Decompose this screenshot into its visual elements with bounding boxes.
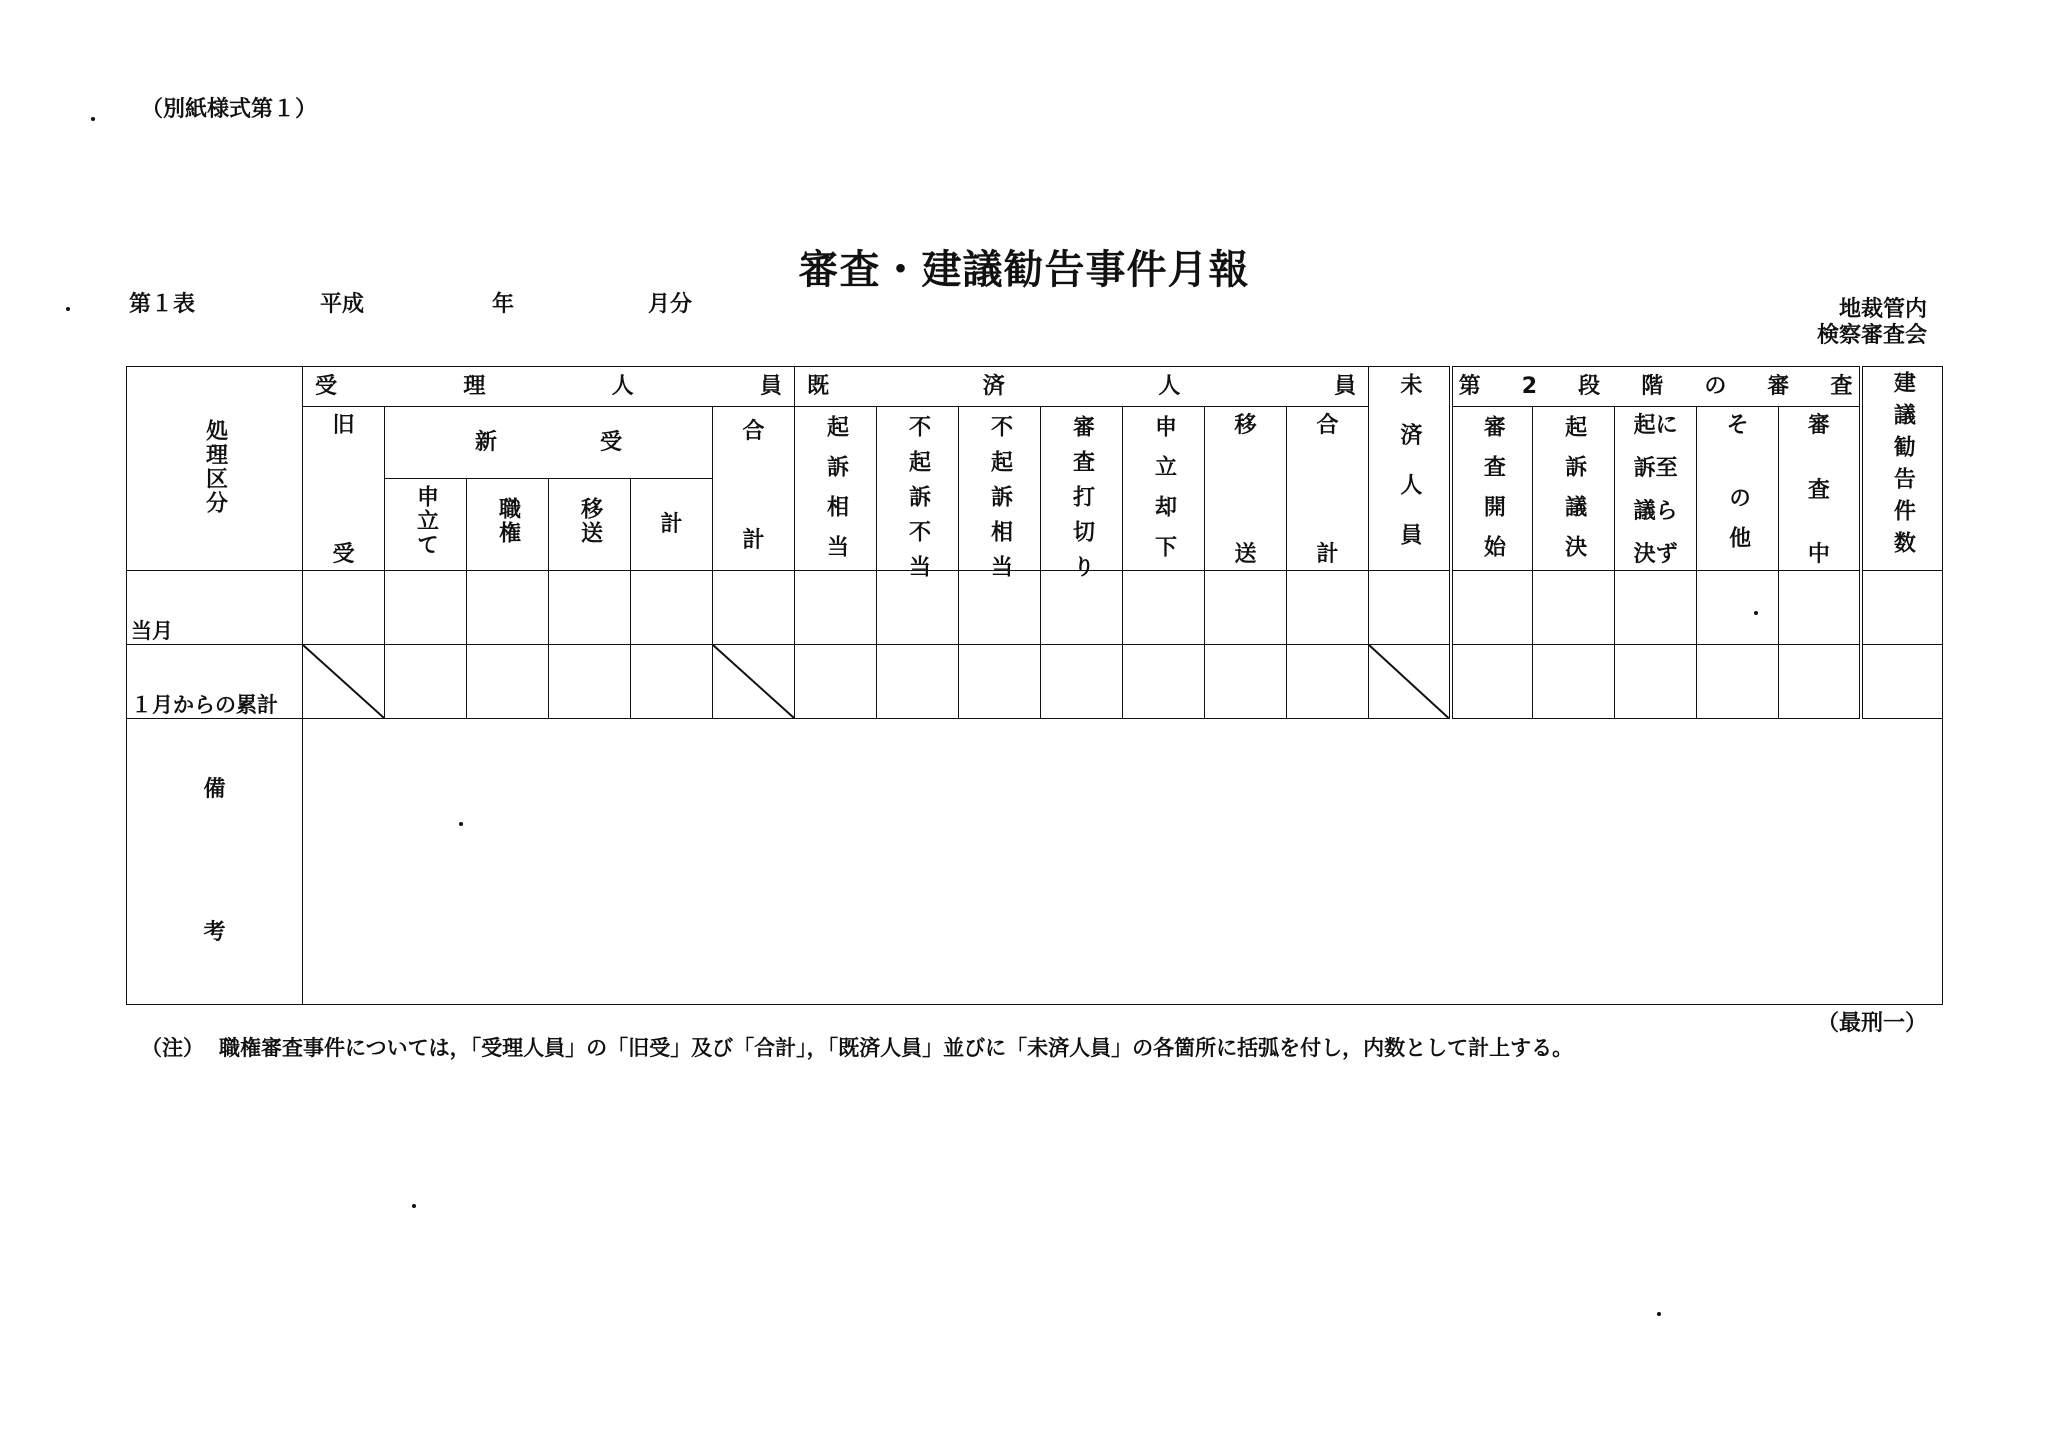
month-label: 月分: [648, 292, 693, 317]
disposed-total-bottom: 計: [1316, 542, 1339, 567]
stage2-group-header: [1451, 367, 1861, 407]
data-cell[interactable]: [1041, 571, 1123, 645]
prosecution-resolution-label: 起訴議決: [1561, 415, 1587, 575]
data-cell[interactable]: [1123, 645, 1205, 719]
remarks-char: 備: [203, 777, 226, 803]
stage2-char: 段: [1578, 373, 1601, 399]
review-terminated-label: 審査打切り: [1069, 415, 1095, 590]
data-cell[interactable]: [1451, 571, 1533, 645]
data-cell[interactable]: [1533, 645, 1615, 719]
non-prosecution-appropriate-label: 不起訴相当: [987, 415, 1013, 590]
disposed-char: 既: [807, 373, 830, 399]
other-top: そ: [1726, 413, 1749, 438]
data-cell[interactable]: [1779, 571, 1861, 645]
non-prosecution-improper-label: 不起訴不当: [905, 415, 931, 590]
scan-speck: [459, 822, 463, 826]
disposed-char: 人: [1158, 373, 1181, 399]
col-disposed-transfer: [1205, 407, 1287, 571]
era-label: 平成: [320, 292, 365, 317]
form-label: （別紙様式第１）: [141, 97, 318, 122]
row-label-cell: [127, 645, 303, 719]
row-label-cell: [127, 571, 303, 645]
year-label: 年: [492, 292, 515, 317]
data-cell[interactable]: [959, 571, 1041, 645]
diagonal-slash-icon: [303, 645, 384, 718]
data-cell[interactable]: [631, 645, 713, 719]
recommendation-header: [1861, 367, 1943, 571]
data-cell[interactable]: [1041, 645, 1123, 719]
stage2-char: の: [1704, 373, 1727, 399]
crossed-out-cell: [303, 645, 385, 719]
remarks-area[interactable]: [303, 719, 1943, 1005]
court-jurisdiction-label: 地裁管内: [1838, 297, 1927, 322]
data-cell[interactable]: [1533, 571, 1615, 645]
table-row: [127, 645, 1943, 719]
other-bottom: の他: [1725, 486, 1751, 566]
col-other: [1697, 407, 1779, 571]
committee-label: 検察審査会: [1816, 323, 1927, 348]
received-total-bottom: 計: [742, 528, 765, 553]
pending-label: 未済人員: [1396, 373, 1422, 573]
scan-speck: [1754, 611, 1758, 615]
data-cell[interactable]: [1697, 571, 1779, 645]
data-cell[interactable]: [877, 645, 959, 719]
no-resolution-line: 訴至: [1633, 456, 1678, 481]
cumulative-label: １月からの累計: [131, 693, 278, 717]
data-cell[interactable]: [1287, 571, 1369, 645]
table-row: [127, 571, 1943, 645]
scan-speck: [412, 1204, 416, 1208]
col-review-started: [1451, 407, 1533, 575]
ex-officio-label: 職権: [495, 497, 521, 545]
received-char: 受: [315, 373, 338, 399]
footnote: [141, 1032, 1573, 1062]
data-cell[interactable]: [959, 645, 1041, 719]
no-resolution-line: 起に: [1633, 413, 1678, 438]
category-code: （最刑一）: [1816, 1011, 1927, 1036]
remarks-char: 考: [203, 919, 226, 945]
footnote-label: （注）: [141, 1036, 204, 1060]
table-number: 第１表: [129, 292, 196, 317]
col-no-resolution: [1615, 407, 1697, 571]
stage2-char: 審: [1767, 373, 1790, 399]
new-received-char: 受: [599, 429, 622, 455]
data-cell[interactable]: [1123, 571, 1205, 645]
scan-speck: [1657, 1312, 1661, 1316]
crossed-out-cell: [713, 645, 795, 719]
data-cell[interactable]: [1369, 571, 1451, 645]
new-received-char: 新: [475, 429, 498, 455]
diagonal-slash-icon: [713, 645, 794, 718]
received-group-header: [303, 367, 795, 407]
col-received-transfer: [549, 479, 631, 571]
data-cell[interactable]: [1287, 645, 1369, 719]
col-under-review: [1779, 407, 1861, 571]
col-received-total: [713, 407, 795, 571]
received-total-top: 合: [742, 419, 765, 444]
received-char: 員: [759, 373, 782, 399]
remarks-row: [127, 719, 1943, 1005]
remarks-label-cell: [127, 719, 303, 1005]
application-dismissed-label: 申立却下: [1151, 415, 1177, 575]
stage2-char: 階: [1641, 373, 1664, 399]
under-review-char: 査: [1807, 477, 1830, 503]
data-cell[interactable]: [1615, 571, 1697, 645]
col-old-received: [303, 407, 385, 571]
data-cell[interactable]: [713, 571, 795, 645]
disposed-total-top: 合: [1316, 413, 1339, 438]
old-received-top: 旧: [332, 413, 355, 438]
footnote-text: 職権審査事件については，「受理人員」の「旧受」及び「合計」，「既済人員」並びに「未済人員」の各箇所に括弧を付し，内数として計上する。: [219, 1036, 1574, 1060]
stage2-char: 2: [1521, 373, 1537, 399]
data-cell[interactable]: [1861, 645, 1943, 719]
pending-header: [1369, 367, 1451, 571]
data-cell[interactable]: [1615, 645, 1697, 719]
scan-speck: [91, 117, 95, 121]
col-non-prosecution-appropriate: [959, 407, 1041, 590]
disposed-transfer-bottom: 送: [1234, 542, 1257, 567]
col-prosecution-resolution: [1533, 407, 1615, 575]
review-started-label: 審査開始: [1480, 415, 1506, 575]
stage2-char: 査: [1830, 373, 1853, 399]
data-cell[interactable]: [877, 571, 959, 645]
col-application-dismissed: [1123, 407, 1205, 575]
data-cell[interactable]: [631, 571, 713, 645]
col-new-subtotal: [631, 479, 713, 571]
data-cell[interactable]: [549, 571, 631, 645]
col-disposed-total: [1287, 407, 1369, 571]
data-cell[interactable]: [1205, 645, 1287, 719]
data-cell[interactable]: [795, 645, 877, 719]
no-resolution-line: 議ら: [1633, 499, 1678, 524]
data-cell[interactable]: [795, 571, 877, 645]
data-cell[interactable]: [1451, 645, 1533, 719]
application-label: 申立て: [413, 485, 439, 557]
disposed-char: 済: [982, 373, 1005, 399]
diagonal-slash-icon: [1369, 645, 1449, 718]
col-ex-officio: [467, 479, 549, 571]
disposed-transfer-top: 移: [1234, 413, 1257, 438]
new-subtotal-label: 計: [660, 511, 683, 537]
processing-category-label: 処理区分: [202, 419, 228, 515]
data-cell[interactable]: [1205, 571, 1287, 645]
old-received-bottom: 受: [332, 542, 355, 567]
new-received-header: [385, 407, 713, 479]
col-prosecution-appropriate: [795, 407, 877, 575]
data-cell[interactable]: [467, 645, 549, 719]
col-review-terminated: [1041, 407, 1123, 590]
crossed-out-cell: [1369, 645, 1451, 719]
scan-speck: [66, 307, 70, 311]
report-table: [126, 366, 1943, 1005]
disposed-group-header: [795, 367, 1369, 407]
col-non-prosecution-improper: [877, 407, 959, 590]
received-char: 人: [611, 373, 634, 399]
row-header-cell: [127, 367, 303, 571]
current-month-label: 当月: [131, 619, 173, 643]
data-cell[interactable]: [1779, 645, 1861, 719]
prosecution-appropriate-label: 起訴相当: [823, 415, 849, 575]
under-review-char: 審: [1807, 413, 1830, 438]
col-application: [385, 479, 467, 571]
received-char: 理: [463, 373, 486, 399]
data-cell[interactable]: [385, 645, 467, 719]
disposed-char: 員: [1334, 373, 1357, 399]
data-cell[interactable]: [1861, 571, 1943, 645]
data-cell[interactable]: [549, 645, 631, 719]
under-review-char: 中: [1807, 542, 1830, 567]
recommendation-count-label: 建議勧告件数: [1890, 371, 1916, 563]
data-cell[interactable]: [385, 571, 467, 645]
document-title: 審査・建議勧告事件月報: [798, 247, 1250, 293]
data-cell[interactable]: [467, 571, 549, 645]
data-cell[interactable]: [1697, 645, 1779, 719]
data-cell[interactable]: [303, 571, 385, 645]
no-resolution-line: 決ず: [1633, 542, 1678, 567]
received-transfer-label: 移送: [577, 497, 603, 545]
stage2-char: 第: [1458, 373, 1481, 399]
